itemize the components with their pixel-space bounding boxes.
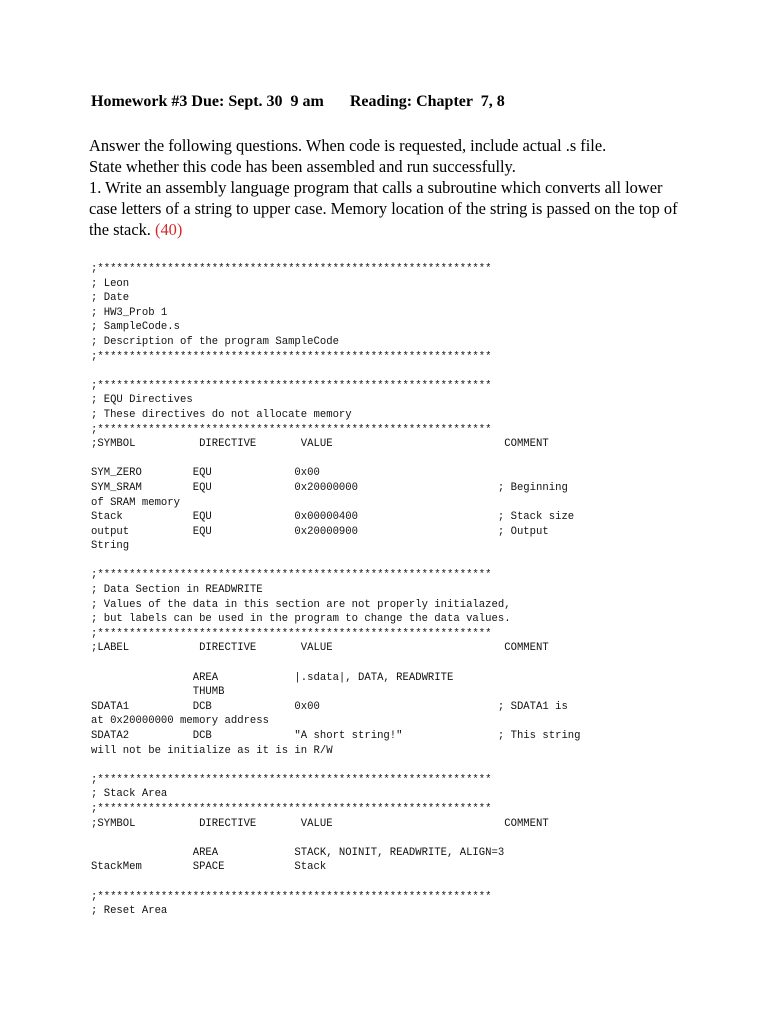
code-line: SDATA1 DCB 0x00 ; SDATA1 is (91, 700, 568, 713)
code-line: output EQU 0x20000900 ; Output (91, 525, 549, 538)
code-line: ; but labels can be used in the program to change the data values. (91, 613, 511, 626)
code-line: ;************************************************************** (91, 627, 492, 640)
code-line: ;SYMBOL DIRECTIVE VALUE COMMENT (91, 817, 549, 830)
assignment-title: Homework #3 Due: Sept. 30 9 am (91, 93, 324, 110)
code-line: ;************************************************************** (91, 890, 492, 903)
instructions (89, 135, 689, 240)
code-line: AREA STACK, NOINIT, READWRITE, ALIGN=3 (91, 846, 505, 859)
question-1-points: (40) (155, 220, 183, 239)
question-1 (89, 177, 689, 240)
code-line: StackMem SPACE Stack (91, 861, 327, 874)
code-line: will not be initialize as it is in R/W (91, 744, 333, 757)
block-separator (91, 875, 581, 890)
code-line: ;SYMBOL DIRECTIVE VALUE COMMENT (91, 438, 549, 451)
code-line: ; Description of the program SampleCode (91, 335, 339, 348)
code-line: ; Data Section in READWRITE (91, 584, 263, 597)
code-line (91, 656, 581, 671)
instruction-line-2: State whether this code has been assembled and run successfully. (89, 157, 516, 176)
code-line: ; Date (91, 292, 130, 305)
code-line: ;************************************************************** (91, 263, 492, 275)
assignment-heading (91, 93, 505, 111)
code-line: ;LABEL DIRECTIVE VALUE COMMENT (91, 642, 549, 655)
code-line: at 0x20000000 memory address (91, 715, 270, 728)
block-separator (91, 554, 581, 569)
code-line: ; HW3_Prob 1 (91, 306, 168, 319)
code-line: ;************************************************************** (91, 802, 492, 815)
code-line: ; EQU Directives (91, 394, 193, 407)
code-line: SDATA2 DCB "A short string!" ; This string (91, 730, 581, 742)
code-line: THUMB (91, 686, 225, 699)
code-line (91, 831, 581, 846)
code-line: Stack EQU 0x00000400 ; Stack size (91, 511, 575, 524)
code-line: SYM_ZERO EQU 0x00 (91, 467, 320, 480)
code-line: ; Leon (91, 277, 130, 290)
code-line: ;************************************************************** (91, 423, 492, 436)
code-line: AREA |.sdata|, DATA, READWRITE (91, 671, 454, 684)
instruction-line-1: Answer the following questions. When code is requested, include actual .s file. (89, 136, 607, 155)
code-line: ; Stack Area (91, 788, 168, 801)
block-separator (91, 758, 581, 773)
code-line: ; These directives do not allocate memory (91, 408, 352, 421)
code-line: ; Reset Area (91, 905, 168, 918)
code-listing (91, 262, 581, 919)
code-line: ;************************************************************** (91, 569, 492, 582)
block-separator (91, 364, 581, 379)
code-line: ;************************************************************** (91, 350, 492, 363)
code-line: String (91, 540, 130, 553)
code-line: ; Values of the data in this section are not properly initialazed, (91, 598, 511, 611)
reading-assignment: Reading: Chapter 7, 8 (349, 93, 505, 110)
code-line (91, 452, 581, 467)
code-line: SYM_SRAM EQU 0x20000000 ; Beginning (91, 481, 568, 494)
code-line: ; SampleCode.s (91, 321, 181, 334)
question-1-text: 1. Write an assembly language program that calls a subroutine which converts all lower case letters of a string to upper case. Memory location of the string is passed on the top of the stack. (89, 178, 678, 239)
code-line: ;************************************************************** (91, 379, 492, 392)
code-line: of SRAM memory (91, 496, 181, 509)
code-line: ;************************************************************** (91, 773, 492, 786)
